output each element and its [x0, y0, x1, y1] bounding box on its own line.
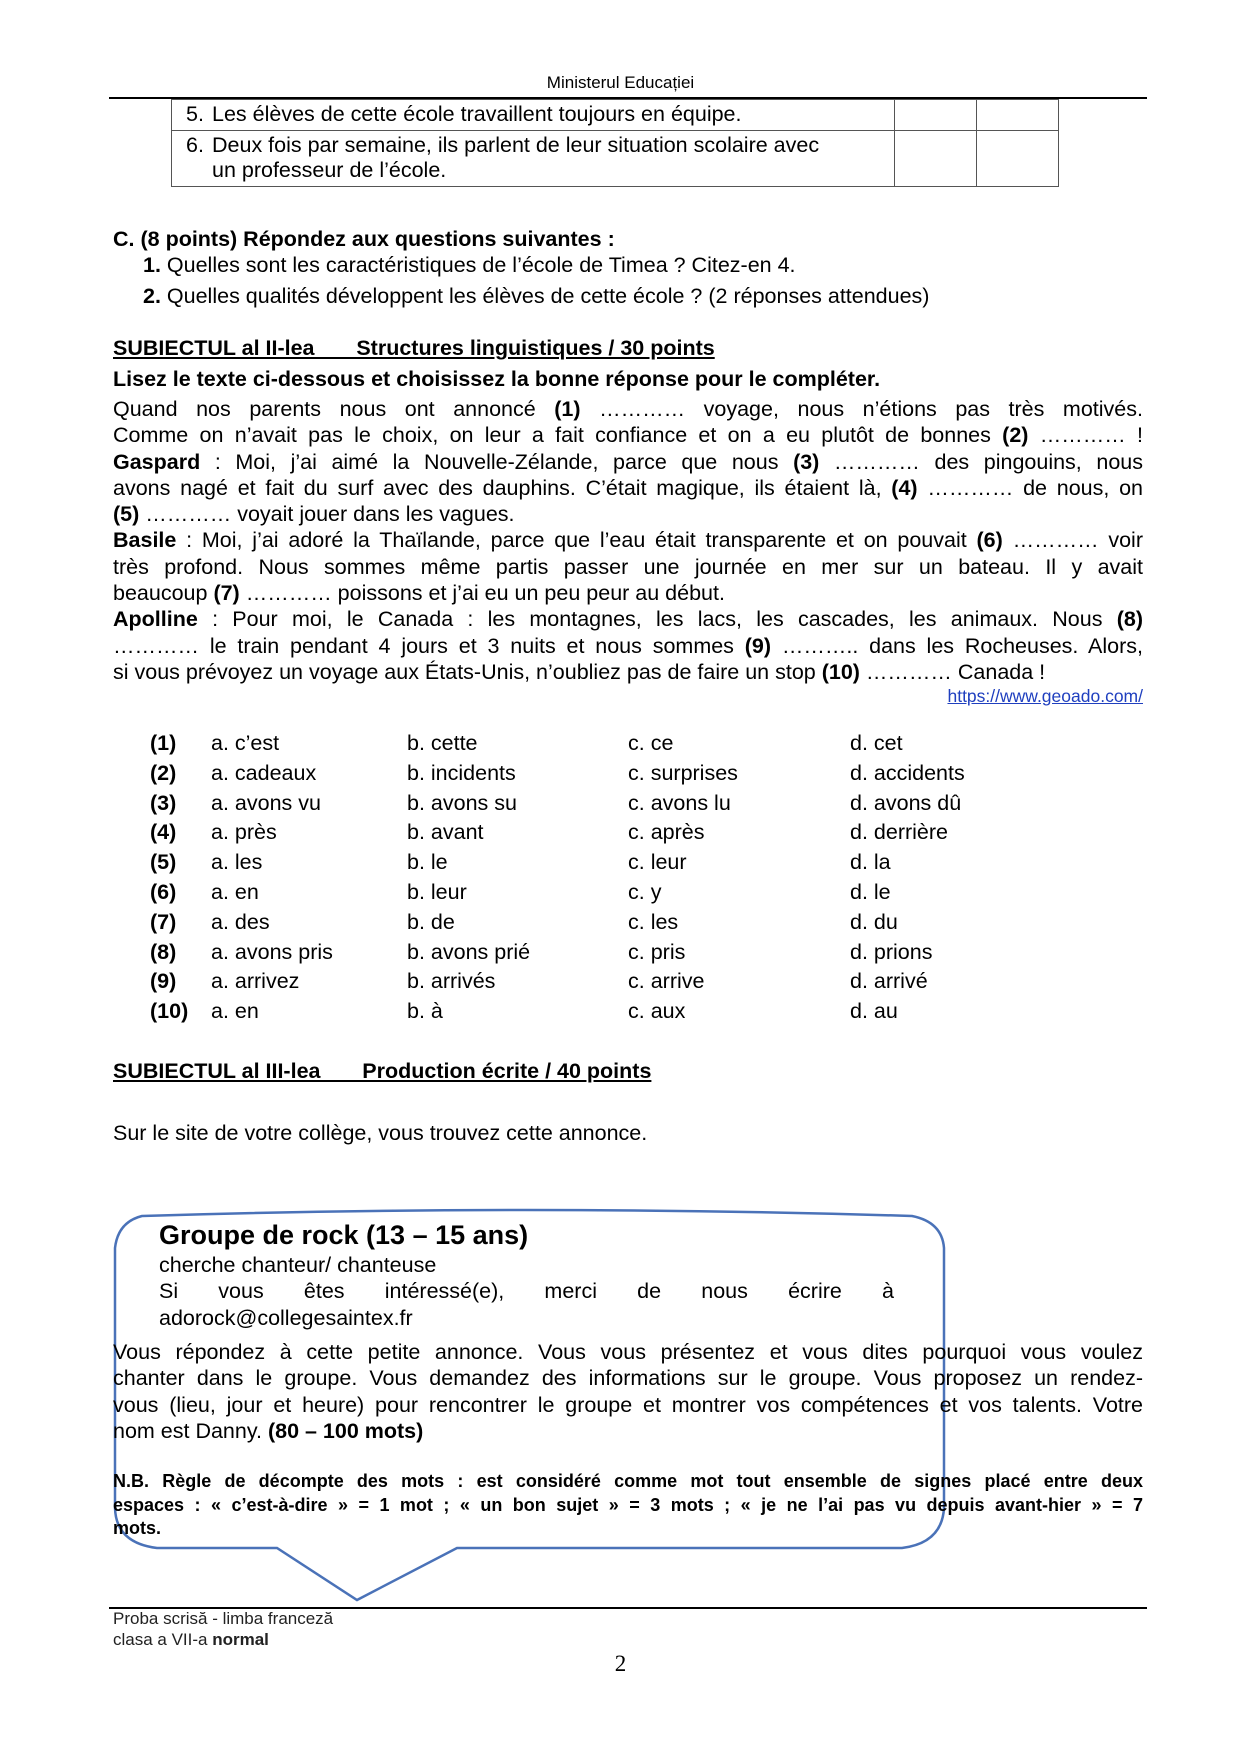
text-line: [113, 1365, 1143, 1391]
bold-segment: (6): [976, 528, 1003, 553]
text-line: [113, 659, 1143, 685]
answer-cell-false[interactable]: [977, 131, 1059, 187]
option-b[interactable]: b. avons prié: [407, 939, 531, 964]
page-number: 2: [614, 1651, 627, 1676]
item-number: (4): [150, 820, 177, 845]
bold-segment: Basile: [113, 528, 177, 553]
subject-3-title: SUBIECTUL al III-lea Production écrite / 40 points: [113, 1059, 652, 1083]
table-row: [172, 131, 1059, 187]
option-d[interactable]: d. du: [850, 909, 898, 934]
question-2: 2. Quelles qualités développent les élèves de cette école ? (2 réponses attendues): [143, 284, 930, 308]
text-segment: ……….. dans les Rocheuses. Alors,: [771, 633, 1143, 658]
option-d[interactable]: d. avons dû: [850, 790, 962, 815]
ad-title: Groupe de rock (13 – 15 ans): [159, 1220, 529, 1250]
text-segment: ………… voir: [1002, 528, 1143, 553]
text-segment: Vous répondez à cette petite annonce. Vous vous présentez et vous dites pourquoi vous voulez: [113, 1340, 1143, 1364]
item-number: (2): [150, 760, 177, 785]
true-false-table: [171, 99, 1059, 187]
bold-segment: (4): [891, 475, 918, 500]
option-row: [150, 789, 1050, 819]
ad-email: adorock@collegesaintex.fr: [159, 1305, 413, 1330]
statement-cont: un professeur de l’école.: [212, 158, 447, 182]
text-segment: beaucoup: [113, 581, 214, 606]
text-segment: : Moi, j’ai adoré la Thaïlande, parce que l’eau était transparente et on pouvait: [176, 528, 977, 553]
text-line: [113, 501, 1143, 527]
word-count-note: [113, 1470, 1143, 1541]
text-segment: ………… Canada !: [859, 659, 1046, 684]
text-line: [113, 422, 1143, 448]
table-row: [172, 100, 1059, 131]
text-segment: Quand nos parents nous ont annoncé: [113, 397, 555, 421]
option-c[interactable]: c. pris: [628, 939, 686, 964]
bold-segment: Gaspard: [113, 449, 201, 474]
option-row: [150, 938, 1050, 968]
option-c[interactable]: c. avons lu: [628, 790, 731, 815]
option-b[interactable]: b. cette: [407, 731, 478, 755]
option-d[interactable]: d. accidents: [850, 760, 965, 785]
bold-segment: (80 – 100 mots): [267, 1418, 424, 1443]
option-row: [150, 848, 1050, 878]
bold-segment: (1): [554, 397, 581, 421]
bold-segment: (3): [793, 449, 820, 474]
text-segment: mots.: [113, 1518, 162, 1538]
writing-task: [113, 1339, 1143, 1444]
option-d[interactable]: d. le: [850, 879, 891, 904]
text-segment: ………… !: [1028, 423, 1143, 448]
option-a[interactable]: a. en: [211, 999, 259, 1024]
text-segment: : Pour moi, le Canada : les montagnes, les lacs, les cascades, les animaux. Nous: [197, 607, 1117, 632]
option-b[interactable]: b. avons su: [407, 790, 517, 815]
option-row: [150, 759, 1050, 789]
item-number: (8): [150, 939, 177, 964]
cloze-paragraph: [113, 396, 1143, 685]
ministry-header: Ministerul Educației: [546, 73, 695, 92]
footer-exam: Proba scrisă - limba franceză: [113, 1609, 334, 1628]
bold-segment: Apolline: [113, 607, 198, 632]
text-segment: ………… de nous, on: [917, 475, 1143, 500]
option-c[interactable]: c. arrive: [628, 969, 705, 994]
text-line: [113, 396, 1143, 422]
option-d[interactable]: d. derrière: [850, 820, 948, 845]
statement: Les élèves de cette école travaillent toujours en équipe.: [212, 102, 742, 126]
ad-line-2: Si vous êtes intéressé(e), merci de nous écrire à: [159, 1279, 894, 1304]
question-1: 1. Quelles sont les caractéristiques de l’école de Timea ? Citez-en 4.: [143, 253, 796, 277]
option-a[interactable]: a. des: [211, 909, 270, 934]
text-segment: si vous prévoyez un voyage aux États-Unis, n’oubliez pas de faire un stop: [113, 659, 822, 684]
item-number: (6): [150, 879, 177, 904]
text-segment: vous (lieu, jour et heure) pour rencontrer le groupe et montrer vos compétences et vos talents. Votre: [113, 1392, 1143, 1417]
option-d[interactable]: d. au: [850, 999, 898, 1024]
row-number: 5.: [186, 102, 204, 126]
option-c[interactable]: c. y: [628, 879, 662, 904]
subject-3-intro: Sur le site de votre collège, vous trouvez cette annonce.: [113, 1121, 648, 1145]
text-segment: avons nagé et fait du surf avec des dauphins. C’était magique, ils étaient là,: [113, 475, 892, 500]
text-line: [113, 1418, 1143, 1444]
option-b[interactable]: b. incidents: [407, 760, 516, 785]
item-number: (1): [150, 731, 177, 755]
answer-cell-false[interactable]: [977, 100, 1059, 131]
text-line: [113, 1517, 1143, 1541]
answer-options: [150, 729, 1050, 1027]
subject-2-title: SUBIECTUL al II-lea Structures linguistiques / 30 points: [113, 336, 715, 360]
bold-segment: (5): [113, 502, 140, 527]
text-segment: espaces : « c’est-à-dire » = 1 mot ; « un bon sujet » = 3 mots ; « je ne l’ai pas vu depuis avant-hier » = 7: [113, 1494, 1143, 1515]
text-line: [113, 1339, 1143, 1365]
text-segment: Comme on n’avait pas le choix, on leur a fait confiance et on a eu plutôt de bonnes: [113, 423, 1003, 448]
footer-class: clasa a VII-a normal: [113, 1630, 269, 1649]
text-line: [113, 449, 1143, 475]
text-line: [113, 554, 1143, 580]
option-a[interactable]: a. cadeaux: [211, 760, 317, 785]
section-c-heading: C. (8 points) Répondez aux questions suivantes :: [113, 227, 615, 251]
option-a[interactable]: a. en: [211, 879, 259, 904]
option-row: [150, 878, 1050, 908]
option-row: [150, 729, 1050, 759]
text-line: [113, 527, 1143, 553]
option-a[interactable]: a. les: [211, 850, 263, 875]
option-b[interactable]: b. à: [407, 999, 443, 1024]
text-segment: N.B. Règle de décompte des mots : est considéré comme mot tout ensemble de signes placé entre deux: [113, 1471, 1143, 1491]
option-b[interactable]: b. avant: [407, 820, 484, 845]
text-segment: ………… le train pendant 4 jours et 3 nuits et nous sommes: [113, 633, 745, 658]
option-row: [150, 908, 1050, 938]
option-b[interactable]: b. leur: [407, 879, 467, 904]
option-c[interactable]: c. aux: [628, 999, 686, 1024]
subject-2-instruction: Lisez le texte ci-dessous et choisissez la bonne réponse pour le compléter.: [113, 367, 881, 391]
answer-cell-true[interactable]: [895, 100, 977, 131]
item-number: (3): [150, 790, 177, 815]
item-number: (5): [150, 850, 177, 875]
option-a[interactable]: a. avons vu: [211, 790, 321, 815]
option-d[interactable]: d. cet: [850, 731, 903, 755]
option-b[interactable]: b. arrivés: [407, 969, 496, 994]
text-segment: très profond. Nous sommes même partis passer une journée en mer sur un bateau. Il y avait: [113, 554, 1143, 579]
bold-segment: (8): [1116, 607, 1143, 632]
source-link[interactable]: https://www.geoado.com/: [947, 686, 1143, 706]
bold-segment: (9): [744, 633, 772, 658]
ad-line-1: cherche chanteur/ chanteuse: [159, 1253, 437, 1277]
option-d[interactable]: d. la: [850, 850, 891, 875]
statement: Deux fois par semaine, ils parlent de leur situation scolaire avec: [212, 133, 820, 157]
text-segment: ………… voyage, nous n’étions pas très motivés.: [580, 397, 1143, 421]
text-segment: : Moi, j’ai aimé la Nouvelle-Zélande, parce que nous: [200, 449, 794, 474]
text-line: [113, 1470, 1143, 1494]
option-c[interactable]: c. les: [628, 909, 679, 934]
text-line: [113, 1494, 1143, 1518]
text-line: [113, 475, 1143, 501]
option-c[interactable]: c. leur: [628, 850, 687, 875]
option-b[interactable]: b. le: [407, 850, 448, 875]
text-segment: ………… poissons et j’ai eu un peu peur au début.: [239, 581, 725, 606]
answer-cell-true[interactable]: [895, 131, 977, 187]
ad-content: [159, 1218, 894, 1331]
option-a[interactable]: a. c’est: [211, 731, 280, 755]
text-line: [113, 633, 1143, 659]
text-segment: nom est Danny.: [113, 1418, 268, 1443]
option-a[interactable]: a. avons pris: [211, 939, 333, 964]
bold-segment: (10): [821, 659, 860, 684]
text-line: [113, 606, 1143, 632]
option-a[interactable]: a. arrivez: [211, 969, 300, 994]
option-row: [150, 818, 1050, 848]
text-line: [113, 580, 1143, 606]
item-number: (9): [150, 969, 177, 994]
item-number: (7): [150, 909, 177, 934]
text-line: [113, 1392, 1143, 1418]
text-segment: ………… voyait jouer dans les vagues.: [139, 502, 515, 527]
bold-segment: (2): [1002, 423, 1029, 448]
option-d[interactable]: d. arrivé: [850, 969, 928, 994]
option-a[interactable]: a. près: [211, 820, 277, 845]
text-segment: ………… des pingouins, nous: [819, 449, 1143, 474]
text-segment: chanter dans le groupe. Vous demandez des informations sur le groupe. Vous proposez un rendez-: [113, 1366, 1143, 1391]
option-d[interactable]: d. prions: [850, 939, 933, 964]
row-number: 6.: [186, 133, 204, 157]
option-c[interactable]: c. surprises: [628, 760, 738, 785]
option-row: [150, 967, 1050, 997]
option-row: [150, 997, 1050, 1027]
option-b[interactable]: b. de: [407, 909, 455, 934]
bold-segment: (7): [213, 581, 240, 606]
item-number: (10): [150, 999, 189, 1024]
option-c[interactable]: c. ce: [628, 731, 674, 755]
option-c[interactable]: c. après: [628, 820, 705, 845]
